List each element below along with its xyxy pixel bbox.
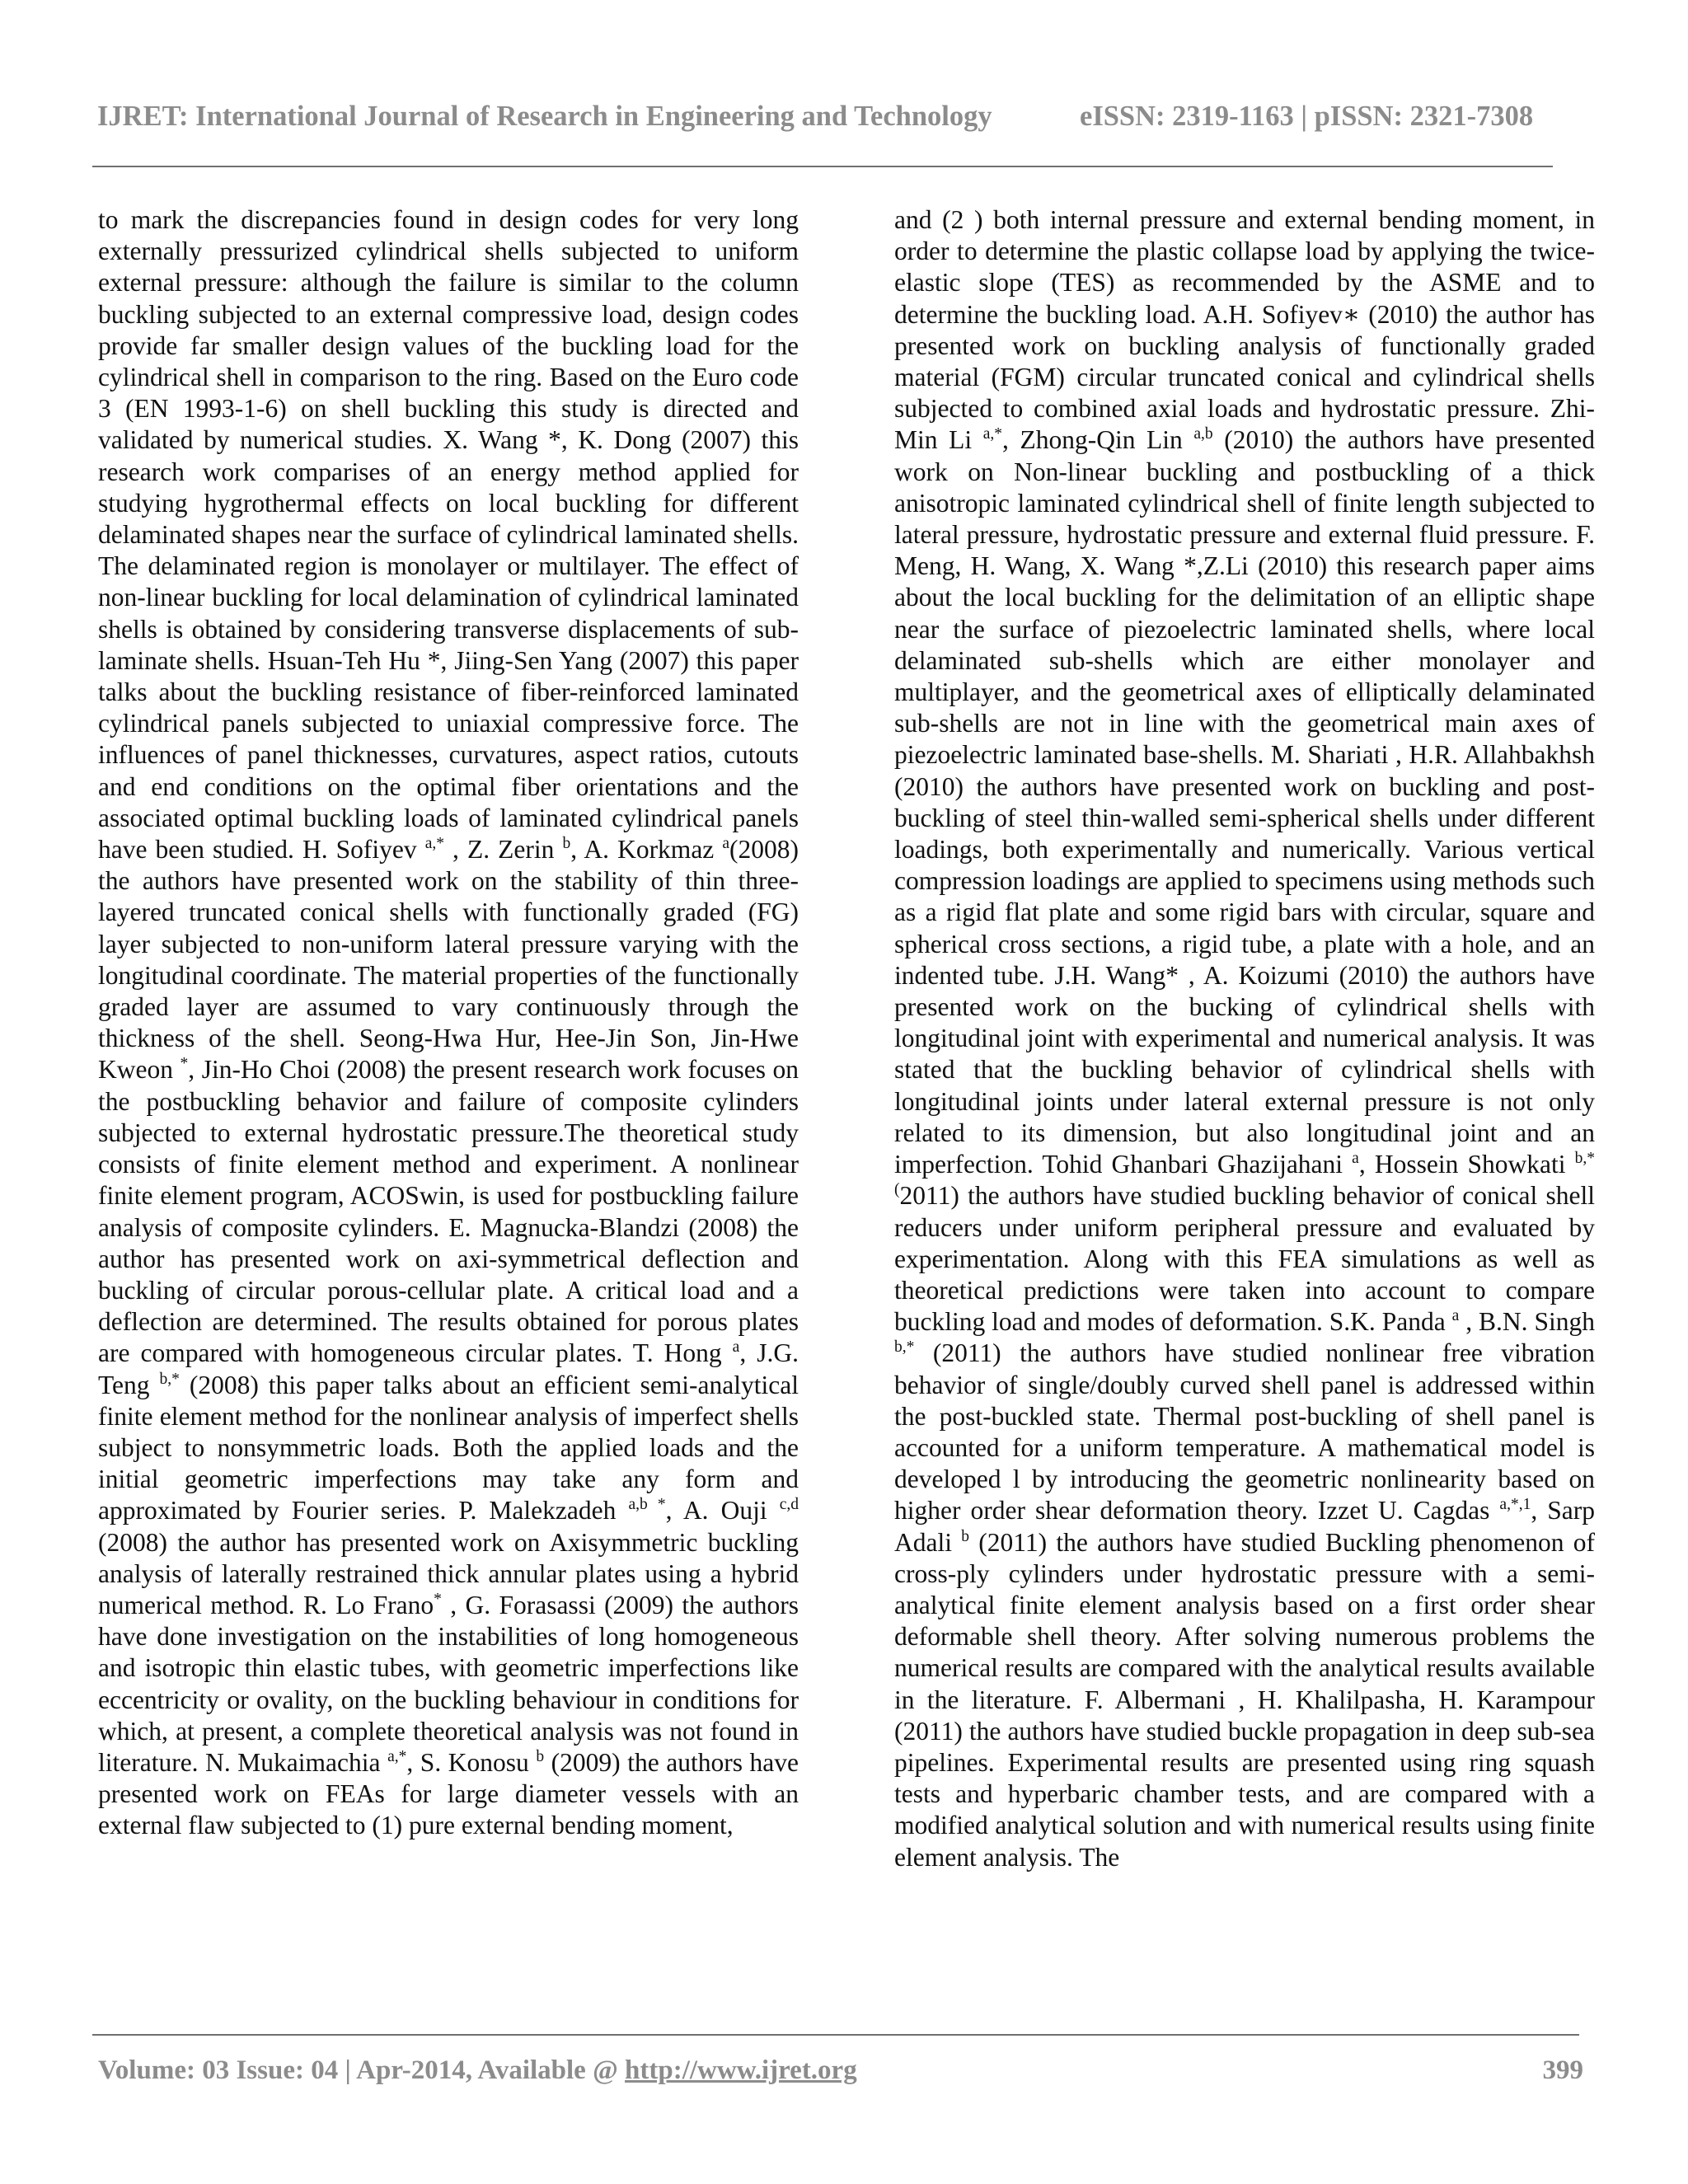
superscript: b (961, 1527, 970, 1545)
text-run: (2009) the authors have presented work on FEAs for large diameter vessels with an external flaw subjected to (1) pure external bending moment, (98, 1747, 799, 1840)
superscript: a (1352, 1150, 1359, 1167)
column-left (98, 204, 799, 1842)
text-run: 2011) the authors have studied buckling behavior of conical shell reducers under uniform peripheral pressure and evaluated by experimentation. Along with this FEA simulations as well as theoretical predictions were taken into account to compare buckling load and modes of deformation. S.K. Panda (894, 1181, 1595, 1337)
superscript: b,*( (894, 1150, 1595, 1199)
page-number: 399 (1542, 2055, 1583, 2085)
text-run: , Sarp Adali (894, 1496, 1595, 1557)
superscript: a,* (387, 1747, 407, 1765)
header-divider (92, 166, 1553, 167)
superscript: a (732, 1338, 740, 1357)
running-footer (98, 2055, 1583, 2086)
superscript: a,* (424, 834, 444, 852)
text-run: , Jin-Ho Choi (2008) the present research work focuses on the postbuckling behavior and failure of composite cylinders subjected to external hydrostatic pressure.The theoretical study consists of finite element method and experiment. A nonlinear finite element program, ACOSwin, is used for postbuckling failure analysis of composite cylinders. E. Magnucka-Blandzi (2008) the author has presented work on axi-symmetrical deflection and buckling of circular porous-cellular plate. A critical load and a deflection are determined. The results obtained for porous plates are compared with homogeneous circular plates. T. Hong (98, 1055, 799, 1368)
issn-label: eISSN: 2319-1163 | pISSN: 2321-7308 (1080, 101, 1534, 132)
journal-title: IJRET: International Journal of Research in Engineering and Technology (97, 101, 992, 132)
text-run: , Zhong-Qin Lin (1002, 425, 1194, 455)
text-run: , Z. Zerin (444, 835, 563, 865)
superscript: b (562, 834, 571, 852)
superscript: * (180, 1055, 189, 1073)
superscript: b,* (159, 1370, 180, 1388)
text-run: , A. Korkmaz (570, 835, 723, 865)
footer-divider (92, 2034, 1579, 2036)
superscript: a,b * (628, 1496, 666, 1514)
superscript: a,* (982, 425, 1002, 443)
text-run: , G. Forasassi (2009) the authors have done investigation on the instabilities of long homogeneous and isotropic thin elastic tubes, with geometric imperfections like eccentricity or ovality, on the buckling behaviour in conditions for which, at present, a complete theoretical analysis was not found in literature. N. Mukaimachia (98, 1590, 799, 1777)
text-run: (2011) the authors have studied nonlinear free vibration behavior of single/doubly curved shell panel is addressed within the post-buckled state. Thermal post-buckling of shell panel is accounted for a uniform temperature. A mathematical model is developed l by introducing the geometric nonlinearity based on higher order shear deformation theory. Izzet U. Cagdas (894, 1338, 1595, 1526)
superscript: a,*,1 (1499, 1496, 1531, 1514)
column-right (894, 204, 1595, 1873)
superscript: b,* (894, 1338, 915, 1357)
text-run: , Hossein Showkati (1358, 1150, 1575, 1179)
superscript: * (434, 1590, 442, 1608)
superscript: b (536, 1747, 545, 1765)
text-run: , J.G. Teng (98, 1338, 799, 1399)
text-run: (2008) the author has presented work on Axisymmetric buckling analysis of laterally restrained thick annular plates using a hybrid numerical method. R. Lo Frano (98, 1527, 799, 1619)
text-run: (2011) the authors have studied Buckling phenomenon of cross-ply cylinders under hydrostatic pressure with a semi-analytical finite element analysis based on a first order shear deformable shell theory. After solving numerous problems the numerical results are compared with the analytical results available in the literature. F. Albermani , H. Khalilpasha, H. Karampour (2011) the authors have studied buckle propagation in deep sub-sea pipelines. Experimental results are presented using ring squash tests and hyperbaric chamber tests, and are compared with a modified analytical solution and with numerical results using finite element analysis. The (894, 1527, 1596, 1872)
superscript: c,d (779, 1496, 799, 1514)
text-run: , B.N. Singh (1459, 1307, 1595, 1337)
superscript: a (722, 834, 730, 852)
superscript: a,b (1193, 425, 1213, 443)
text-run: (2008) this paper talks about an efficient semi-analytical finite element method for the nonlinear analysis of imperfect shells subject to nonsymmetric loads. Both the applied loads and the initial geometric imperfections may take any form and approximated by Fourier series. P. Malekzadeh (98, 1370, 799, 1526)
text-run: , A. Ouji (665, 1496, 780, 1526)
superscript: a (1451, 1307, 1460, 1325)
running-header (97, 101, 1552, 133)
text-run: (2010) the authors have presented work on Non-linear buckling and postbuckling of a thick anisotropic laminated cylindrical shell of finite length subjected to lateral pressure, hydrostatic pressure and external fluid pressure. F. Meng, H. Wang, X. Wang *,Z.Li (2010) this research paper aims about the local buckling for the delimitation of an elliptic shape near the surface of piezoelectric laminated shells, where local delaminated sub-shells which are either monolayer and multiplayer, and the geometrical axes of elliptically delaminated sub-shells are not in line with the geometrical main axes of piezoelectric laminated base-shells. M. Shariati , H.R. Allahbakhsh (2010) the authors have presented work on buckling and post-buckling of steel thin-walled semi-spherical shells under different loadings, both experimentally and numerically. Various vertical compression loadings are applied to specimens using methods such as a rigid flat plate and some rigid bars with circular, square and spherical cross sections, a rigid tube, a plate with a hole, and an indented tube. J.H. Wang* , A. Koizumi (2010) the authors have presented work on the bucking of cylindrical shells with longitudinal joint with experimental and numerical analysis. It was stated that the buckling behavior of cylindrical shells with longitudinal joints under lateral external pressure is not only related to its dimension, but also longitudinal joint and an imperfection. Tohid Ghanbari Ghazijahani (894, 425, 1595, 1179)
text-run: , S. Konosu (406, 1747, 537, 1777)
text-run: (2008) the authors have presented work on the stability of thin three-layered truncated conical shells with functionally graded (FG) layer subjected to non-uniform lateral pressure varying with the longitudinal coordinate. The material properties of the functionally graded layer are assumed to vary continuously through the thickness of the shell. Seong-Hwa Hur, Hee-Jin Son, Jin-Hwe Kweon (98, 835, 799, 1085)
text-run: to mark the discrepancies found in design codes for very long externally pressurized cylindrical shells subjected to uniform external pressure: although the failure is similar to the column buckling subjected to an external compressive load, design codes provide far smaller design values of the buckling load for the cylindrical shell in comparison to the ring. Based on the Euro code 3 (EN 1993-1-6) on shell buckling this study is directed and validated by numerical studies. X. Wang *, K. Dong (2007) this research work comparises of an energy method applied for studying hygrothermal effects on local buckling for different delaminated shapes near the surface of cylindrical laminated shells. The delaminated region is monolayer or multilayer. The effect of non-linear buckling for local delamination of cylindrical laminated shells is obtained by considering transverse displacements of sub-laminate shells. Hsuan-Teh Hu *, Jiing-Sen Yang (2007) this paper talks about the buckling resistance of fiber-reinforced laminated cylindrical panels subjected to uniaxial compressive force. The influences of panel thicknesses, curvatures, aspect ratios, cutouts and end conditions on the optimal fiber orientations and the associated optimal buckling loads of laminated cylindrical panels have been studied. H. Sofiyev (98, 205, 799, 865)
journal-link[interactable]: http://www.ijret.org (625, 2055, 857, 2085)
text-run: and (2 ) both internal pressure and external bending moment, in order to determine the plastic collapse load by applying the twice-elastic slope (TES) as recommended by the ASME and to determine the buckling load. A.H. Sofiyev∗ (2010) the author has presented work on buckling analysis of functionally graded material (FGM) circular truncated conical and cylindrical shells subjected to combined axial loads and hydrostatic pressure. Zhi-Min Li (894, 205, 1595, 455)
volume-info: Volume: 03 Issue: 04 | Apr-2014, Available @ (98, 2055, 626, 2085)
